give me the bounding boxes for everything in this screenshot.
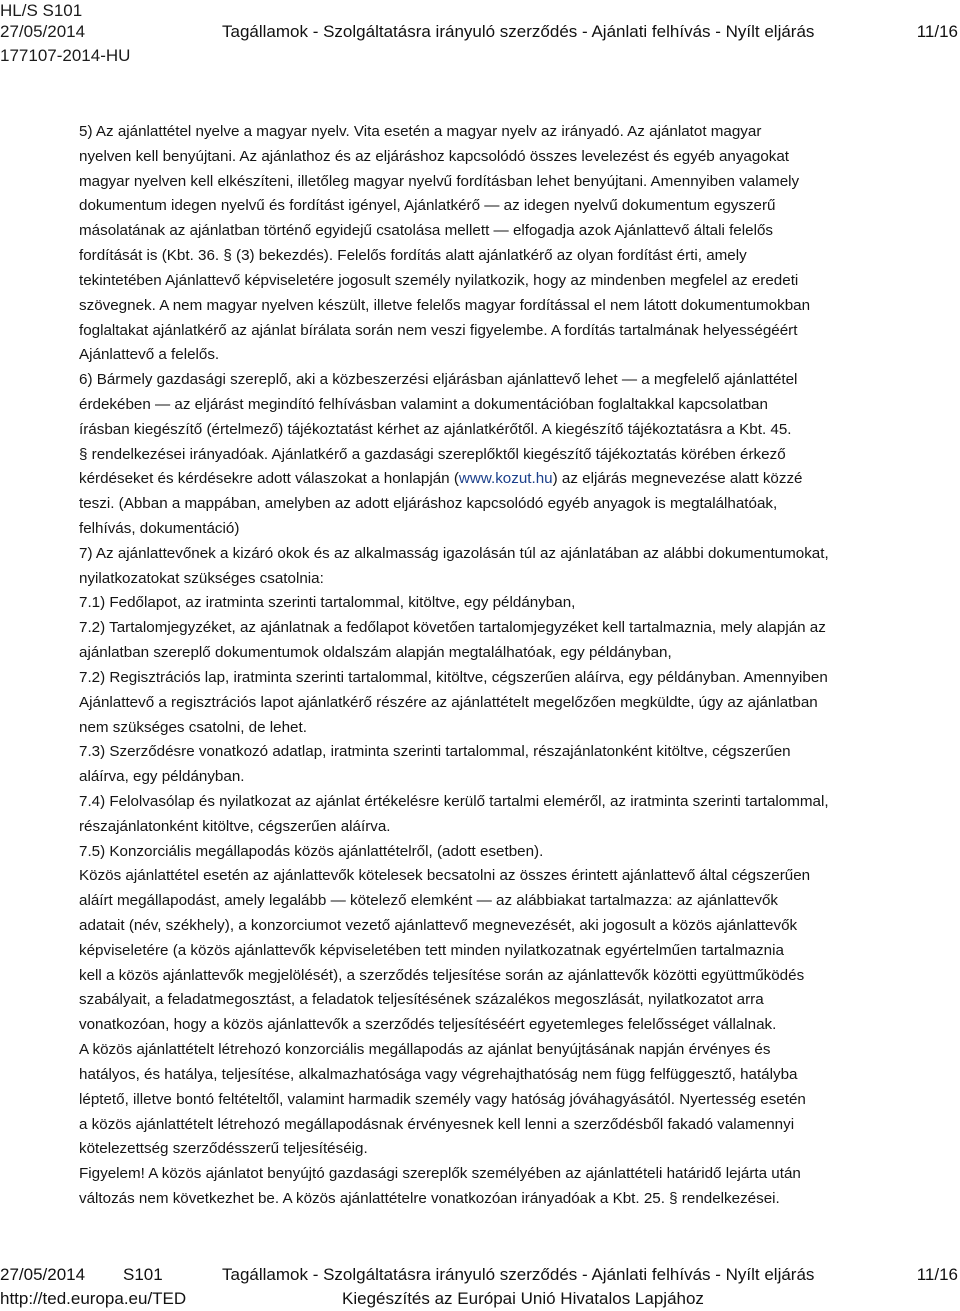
text-line: 7.5) Konzorciális megállapodás közös ajánlattételről, (adott esetben). bbox=[79, 842, 544, 860]
page-header bbox=[0, 0, 960, 72]
text-line: kell a közös ajánlattevők megjelölését), a szerződés teljesítése során az ajánlattevők közötti együttműködés bbox=[79, 966, 805, 984]
text-line: 6) Bármely gazdasági szereplő, aki a közbeszerzési eljárásban ajánlattevő lehet — a megfelelő ajánlattétel bbox=[79, 371, 798, 389]
text-line: 7.3) Szerződésre vonatkozó adatlap, iratminta szerinti tartalommal, részajánlatonként kitöltve, cégszerűen bbox=[79, 743, 791, 761]
text-line: nem szükséges csatolni, de lehet. bbox=[79, 718, 307, 736]
text-line: Közös ajánlattétel esetén az ajánlattevők kötelesek becsatolni az összes érintett ajánlattevő által cégszerűen bbox=[79, 867, 811, 885]
text-line: tekintetében Ajánlattevő képviseletére jogosult személy nyilatkozik, hogy az mindenben megfelel az eredeti bbox=[79, 271, 799, 289]
text-line: Figyelem! A közös ajánlatot benyújtó gazdasági szereplők személyében az ajánlattételi határidő lejárta után bbox=[79, 1165, 801, 1183]
header-doc-series: HL/S S101 bbox=[0, 1, 83, 20]
text-line: felhívás, dokumentáció) bbox=[79, 520, 240, 537]
text-line: a közös ajánlattételt létrehozó megállapodásnak érvényesnek kell lenni a szerződésből fakadó valamennyi bbox=[79, 1115, 795, 1133]
text-line: ajánlatban szereplő dokumentumok oldalszám alapján megtalálhatóak, egy példányban, bbox=[79, 644, 672, 662]
text-line: 5) Az ajánlattétel nyelve a magyar nyelv. Vita esetén a magyar nyelv az irányadó. Az ajánlatot magyar bbox=[79, 123, 762, 140]
document-body bbox=[79, 120, 959, 1212]
text-line: változás nem következhet be. A közös ajánlattételre vonatkozóan irányadóak a Kbt. 25. § rendelkezései. bbox=[79, 1189, 780, 1207]
text-line: 7.2) Regisztrációs lap, iratminta szerinti tartalommal, kitöltve, cégszerűen aláírva, egy példányban. Amennyiben bbox=[79, 668, 828, 686]
text-line: szabályait, a feladatmegosztást, a feladatok teljesítésének százalékos megoszlását, nyilatkozatot arra bbox=[79, 991, 764, 1009]
footer-supplement: Kiegészítés az Európai Unió Hivatalos Lapjához bbox=[342, 1289, 704, 1308]
text-line: dokumentum idegen nyelvű és fordítást igényel, Ajánlatkérő — az idegen nyelvű dokumentum egyszerű bbox=[79, 197, 776, 215]
text-line: részajánlatonként kitöltve, cégszerűen aláírva. bbox=[79, 817, 391, 835]
text-line: teszi. (Abban a mappában, amelyben az adott eljáráshoz kapcsolódó egyéb anyagok is megtalálhatóak, bbox=[79, 495, 778, 513]
footer-url: http://ted.europa.eu/TED bbox=[0, 1289, 187, 1308]
text-line: képviseletére (a közös ajánlattevők képviseletében tett minden nyilatkozatnak egyértelműen tartalmaznia bbox=[79, 941, 784, 959]
text-line: nyilatkozatokat szükséges csatolnia: bbox=[79, 569, 324, 587]
text-line: magyar nyelven kell elkészíteni, illetőleg magyar nyelvű fordításban lehet benyújtani. Amennyiben valamely bbox=[79, 172, 800, 190]
footer-page-number: 11/16 bbox=[916, 1265, 958, 1284]
text-segment: ) az eljárás megnevezése alatt közzé bbox=[552, 470, 803, 488]
header-page-number: 11/16 bbox=[916, 22, 958, 41]
text-line: 7.1) Fedőlapot, az iratminta szerinti tartalommal, kitöltve, egy példányban, bbox=[79, 594, 576, 612]
text-line: léptető, illetve bontó feltételtől, valamint harmadik személy vagy hatóság jóváhagyásától. Nyertesség esetén bbox=[79, 1090, 806, 1108]
footer-code: S101 bbox=[123, 1265, 163, 1284]
text-line: § rendelkezései irányadóak. Ajánlatkérő a gazdasági szereplőktől kiegészítő tájékoztatás körében érkező bbox=[79, 445, 786, 463]
text-line: 7) Az ajánlattevőnek a kizáró okok és az alkalmasság igazolásán túl az ajánlatában az alábbi dokumentumokat, bbox=[79, 544, 829, 562]
text-segment: kérdéseket és kérdésekre adott válaszokat a honlapján ( bbox=[79, 470, 459, 488]
text-line: A közös ajánlattételt létrehozó konzorciális megállapodás az ajánlat benyújtásának napján érvényes és bbox=[79, 1041, 771, 1059]
footer-date: 27/05/2014 bbox=[0, 1265, 86, 1284]
text-line: aláírva, egy példányban. bbox=[79, 768, 245, 786]
text-line: adatait (név, székhely), a konzorciumot vezető ajánlattevő megnevezését, aki jogosult a közös ajánlattevők bbox=[79, 917, 798, 934]
text-line: Ajánlattevő a felelős. bbox=[79, 346, 220, 364]
text-line: szövegnek. A nem magyar nyelven készült, illetve felelős magyar fordítással el nem látott dokumentumokban bbox=[79, 296, 811, 314]
text-line: 7.2) Tartalomjegyzéket, az ajánlatnak a fedőlapot követően tartalomjegyzéket kell tartalmaznia, mely alapján az bbox=[79, 619, 826, 637]
text-line: aláírt megállapodást, amely legalább — kötelező elemként — az alábbiakat tartalmazza: az ajánlattevők bbox=[79, 892, 779, 910]
text-line: vonatkozóan, hogy a közös ajánlattevők a szerződés teljesítéséért egyetemleges felelősséget vállalnak. bbox=[79, 1016, 777, 1034]
header-title: Tagállamok - Szolgáltatásra irányuló szerződés - Ajánlati felhívás - Nyílt eljárás bbox=[222, 22, 815, 41]
text-line: írásban kiegészítő (értelmező) tájékoztatást kérhet az ajánlatkérőtől. A kiegészítő tájékoztatásra a Kbt. 45. bbox=[79, 420, 792, 438]
header-doc-id: 177107-2014-HU bbox=[0, 46, 131, 65]
text-line: hatályos, és hatálya, teljesítése, alkalmazhatósága vagy végrehajthatóság nem függ felfüggesztő, hatályba bbox=[79, 1065, 798, 1083]
text-line: 7.4) Felolvasólap és nyilatkozat az ajánlat értékelésre kerülő tartalmi eleméről, az iratminta szerinti tartalommal, bbox=[79, 792, 829, 810]
text-line: Ajánlattevő a regisztrációs lapot ajánlatkérő részére az ajánlattételt megelőzően megküldte, úgy az ajánlatban bbox=[79, 693, 818, 711]
text-line: foglaltakat ajánlatkérő az ajánlat bírálata során nem veszi figyelembe. A fordítás tartalmának helyességéért bbox=[79, 321, 798, 339]
page-footer bbox=[0, 1264, 960, 1311]
header-date: 27/05/2014 bbox=[0, 22, 86, 41]
text-line: kötelezettség szerződésszerű teljesítéséig. bbox=[79, 1140, 368, 1158]
text-line: nyelven kell benyújtani. Az ajánlathoz és az eljáráshoz kapcsolódó összes levelezést és egyéb anyagokat bbox=[79, 147, 790, 165]
footer-title: Tagállamok - Szolgáltatásra irányuló szerződés - Ajánlati felhívás - Nyílt eljárás bbox=[222, 1265, 815, 1284]
text-line: érdekében — az eljárást megindító felhívásban valamint a dokumentációban foglaltakkal kapcsolatban bbox=[79, 395, 768, 413]
text-line: fordítását is (Kbt. 36. § (3) bekezdés). Felelős fordítás alatt ajánlatkérő az olyan fordítást érti, amely bbox=[79, 247, 747, 265]
text-line: másolatának az ajánlatban történő egyidejű csatolása mellett — elfogadja azok Ajánlattevő általi felelős bbox=[79, 222, 773, 240]
website-link[interactable]: www.kozut.hu bbox=[458, 470, 553, 488]
text-line bbox=[79, 467, 959, 492]
